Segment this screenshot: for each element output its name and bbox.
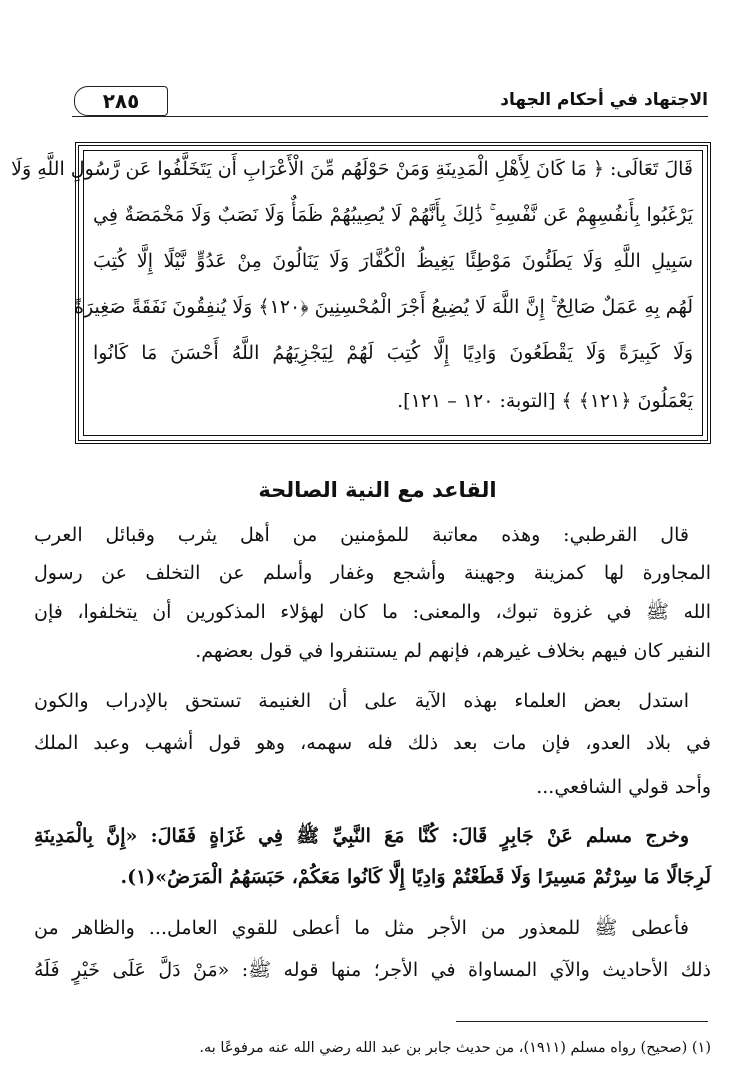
paragraph-line: المجاورة لها كمزينة وجهينة وأشجع وغفار وأسلم عن التخلف عن رسول: [34, 562, 711, 584]
header-rule: [72, 116, 708, 117]
paragraph-line: استدل بعض العلماء بهذه الآية على أن الغنيمة تستحق بالإدراب والكون: [34, 690, 689, 712]
paragraph-line: في بلاد العدو، فإن مات بعد ذلك فله سهمه، وهو قول أشهب وعبد الملك: [34, 732, 711, 754]
verse-line: لَهُم بِهِ عَمَلٌ صَالِحٌ ۚ إِنَّ اللَّهَ لَا يُضِيعُ أَجْرَ الْمُحْسِنِينَ ﴿١٢٠﴾ وَلَا يُنفِقُونَ نَفَقَةً صَغِيرَةً: [74, 296, 693, 318]
footnote-separator: [456, 1021, 708, 1022]
quran-verse-box: [11, 142, 711, 444]
verse-line: يَرْغَبُوا بِأَنفُسِهِمْ عَن نَّفْسِهِ ۚ ذَٰلِكَ بِأَنَّهُمْ لَا يُصِيبُهُمْ ظَمَأٌ وَلَا نَصَبٌ وَلَا مَخْمَصَةٌ فِي: [93, 204, 693, 226]
running-title: الاجتهاد في أحكام الجهاد: [500, 90, 708, 110]
paragraph-line: قال القرطبي: وهذه معاتبة للمؤمنين من أهل يثرب وقبائل العرب: [34, 524, 689, 546]
paragraph-line: فأعطى ﷺ للمعذور من الأجر مثل ما أعطى للقوي العامل... والظاهر من: [34, 917, 689, 939]
verse-line: سَبِيلِ اللَّهِ وَلَا يَطَئُونَ مَوْطِئًا يَغِيظُ الْكُفَّارَ وَلَا يَنَالُونَ مِنْ عَدُوٍّ نَّيْلًا إِلَّا كُتِبَ: [93, 250, 693, 272]
verse-line: قَالَ تَعَالَى: ﴿ مَا كَانَ لِأَهْلِ الْمَدِينَةِ وَمَنْ حَوْلَهُم مِّنَ الْأَعْرَابِ أَن يَتَخَلَّفُوا عَن رَّسُولِ اللَّهِ وَلَا: [11, 158, 693, 180]
verse-line: يَعْمَلُونَ ﴿١٢١﴾ ﴾ [التوبة: ١٢٠ – ١٢١].: [397, 390, 693, 412]
paragraph-line: النفير كان فيهم بخلاف غيرهم، فإنهم لم يستنفروا في قول بعضهم.: [195, 640, 711, 662]
page-header: [72, 86, 708, 122]
hadith-line: لَرِجَالًا مَا سِرْتُمْ مَسِيرًا وَلَا قَطَعْتُمْ وَادِيًا إِلَّا كَانُوا مَعَكُمْ، حَبَسَهُمُ الْمَرَضُ»(١).: [120, 866, 711, 888]
section-heading: القاعد مع النية الصالحة: [258, 478, 497, 502]
page-number: ٢٨٥: [74, 86, 168, 116]
paragraph-line: الله ﷺ في غزوة تبوك، والمعنى: ما كان لهؤلاء المذكورين أن يتخلفوا، فإن: [34, 601, 711, 623]
footnote: (١) (صحيح) رواه مسلم (١٩١١)، من حديث جابر بن عبد الله رضي الله عنه مرفوعًا به.: [199, 1040, 711, 1056]
verse-line: وَلَا كَبِيرَةً وَلَا يَقْطَعُونَ وَادِيًا إِلَّا كُتِبَ لَهُمْ لِيَجْزِيَهُمُ اللَّهُ أَحْسَنَ مَا كَانُوا: [93, 342, 693, 364]
paragraph-line: وأحد قولي الشافعي...: [536, 776, 711, 798]
paragraph-line: ذلك الأحاديث والآي المساواة في الأجر؛ منها قوله ﷺ: «مَنْ دَلَّ عَلَى خَيْرٍ فَلَهُ: [34, 959, 711, 981]
hadith-line: وخرج مسلم عَنْ جَابِرٍ قَالَ: كُنَّا مَعَ النَّبِيِّ ﷺ فِي غَزَاةٍ فَقَالَ: «إِنَّ بِالْمَدِينَةِ: [34, 825, 689, 847]
